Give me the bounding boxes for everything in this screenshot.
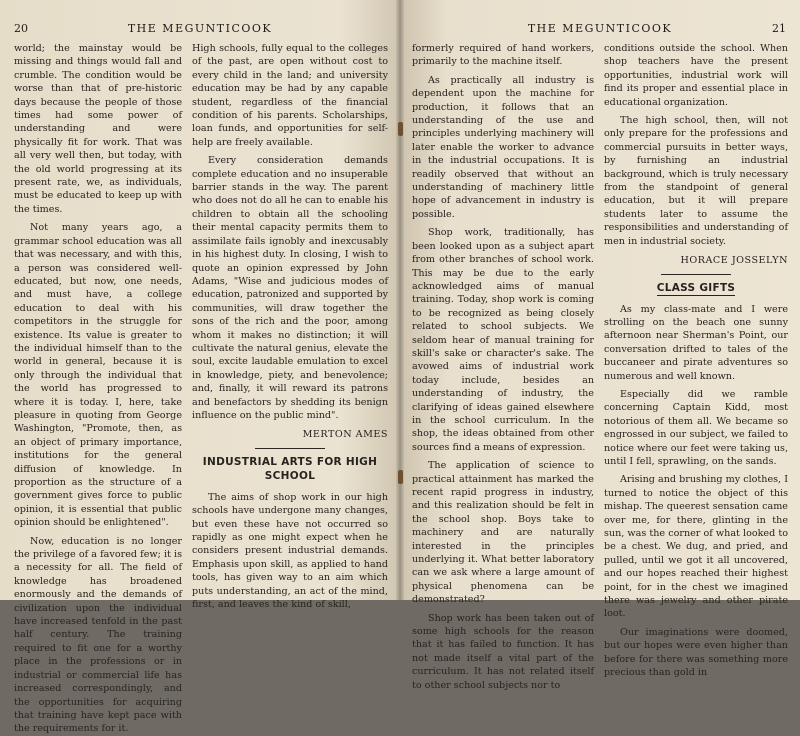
section-divider <box>661 274 731 275</box>
article-title <box>604 281 788 295</box>
paragraph: The application of science to practical attainment has marked the recent rapid progress in industry, and this realization should be felt in the school shop. Boys take to machinery and are naturally interested in the principles underlying it. What better laboratory can we ask where a large amount of physical phenomena can be demonstrated? <box>412 460 594 606</box>
paragraph: The high school, then, will not only prepare for the professions and commercial pursuits in better ways, by furnishing an industrial background, which is truly necessary from the standpoint of general education, but it will prepare students later to assume the responsibilities and understanding of men in industrial society. <box>604 115 788 247</box>
paragraph: The aims of shop work in our high schools have undergone many changes, but even these have not occurred so rapidly as one might expect when he considers present industrial demands. Emphasis upon skill, as applied to hand tools, has given way to an aim which puts understanding, an act of the mind, first, and leaves the kind of skill, <box>192 491 388 611</box>
paragraph: High schools, fully equal to the colleges of the past, are open without cost to every child in the land; and university education may be had by any capable student, regardless of the financial condition of his parents. Scholarships, loan funds, and opportunities for self-help are freely available. <box>192 43 388 148</box>
staple-hole <box>398 470 403 484</box>
right-page <box>400 0 800 691</box>
paragraph: Not many years ago, a grammar school education was all that was necessary, and with this, a person was considered well-educated, but now, one needs, and must have, a college education to deal with his competitors in the struggle for existence. Its value is greater to the individual himself than to the world in general, because it is only through the individual that the world has progressed to where it is today. I, here, take pleasure in quoting from George Washington, "Promote, then, as an object of primary importance, institutions for the general diffusion of knowledge. In proportion as the structure of a government gives force to public opinion, it is essential that public opinion should be enlightened". <box>14 222 182 529</box>
staple-hole <box>398 122 403 136</box>
paragraph: Now, education is no longer the privilege of a favored few; it is a necessity for all. The field of knowledge has broadened enormously and the demands of civilization upon the individual have increased tenfold in the past half century. The training required to fit one for a worthy place in the professions or in industrial or commercial life has increased correspondingly, and the opportunities for acquiring that training have kept pace with the requirements for it. <box>14 535 182 735</box>
left-column-2 <box>192 42 388 611</box>
left-column-1 <box>14 42 182 736</box>
section-divider <box>255 448 325 449</box>
paragraph: Every consideration demands complete education and no insuperable barrier stands in the way. The parent who does not do all he can to enable his children to obtain all the schooling their mental capacity permits them to assimilate fails ignobly and inexcusably in his highest duty. In closing, I wish to quote an opinion expressed by John Adams, "Wise and judicious modes of education, patronized and supported by communities, will draw together the sons of the rich and the poor, among whom it makes no distinction; it will cultivate the natural genius, elevate the soul, excite laudable emulation to excel in knowledge, piety, and benevolence; and, finally, it will reward its patrons and benefactors by shedding its benign influence on the public mind". <box>192 155 388 421</box>
author-signature: HORACE JOSSELYN <box>680 255 788 267</box>
paragraph: world; the mainstay would be missing and things would fall and crumble. The condition would be worse than that of pre-historic days because the people of those times had some power of understanding and were physically fit for work. That was all very well then, but today, with the old world progressing at its present rate, we, as individuals, must be educated to keep up with the times. <box>14 43 182 215</box>
paragraph: As my class-mate and I were strolling on the beach one sunny afternoon near Sherman's Point, our conversation drifted to tales of the buccaneer and pirate adventures so numerous and well known. <box>604 303 788 382</box>
article-title: INDUSTRIAL ARTS FOR HIGH SCHOOL <box>202 455 378 482</box>
book-gutter <box>396 0 404 600</box>
paragraph: Shop work, traditionally, has been looked upon as a subject apart from other branches of school work. This may be due to the early acknowledged aims of manual training. Today, shop work is coming to be recognized as being closely related to school subjects. We seldom hear of manual training for skill's sake or character's sake. The avowed aims of industrial work today include, besides an understanding of industry, the clarifying of ideas gained elsewhere in the school curriculum. In the shop, the ideas obtained from other sources find a means of expression. <box>412 227 594 453</box>
running-header: THE MEGUNTICOOK <box>527 22 673 35</box>
left-page <box>0 0 400 735</box>
paragraph: As practically all industry is dependent upon the machine for production, it follows that an understanding of the use and principles underlying machinery will later enable the worker to advance in the industrial occupations. It is readily observed that without an understanding of machinery little hope of advancement in industry is possible. <box>412 74 594 220</box>
article-title-text: CLASS GIFTS <box>656 281 736 294</box>
right-column-2 <box>604 42 788 679</box>
paragraph: Shop work has been taken out of some high schools for the reason that it has failed to function. It has not made itself a vital part of the curriculum. It has not related itself to other school subjects nor to <box>412 612 594 691</box>
right-column-1 <box>412 42 594 692</box>
running-header: THE MEGUNTICOOK <box>127 22 273 35</box>
page-number: 21 <box>772 22 786 35</box>
paragraph: formerly required of hand workers, primarily to the machine itself. <box>412 43 594 68</box>
page-number: 20 <box>14 22 28 35</box>
paragraph: Arising and brushing my clothes, I turned to notice the object of this mishap. The queerest sensation came over me, for there, glinting in the sun, was the corner of what looked to be a chest. We dug, and pried, and pulled, until we got it all uncovered, and our hopes reached their highest point, for in the chest we imagined there was jewelry and other pirate loot. <box>604 474 788 620</box>
paragraph: conditions outside the school. When shop teachers have the present opportunities, industrial work will find its proper and essential place in educational organization. <box>604 43 788 108</box>
author-signature: MERTON AMES <box>302 429 388 441</box>
paragraph: Especially did we ramble concerning Captain Kidd, most notorious of them all. We became so engrossed in our subject, we failed to notice where our feet were taking us, until I fell, sprawling, on the sands. <box>604 388 788 467</box>
paragraph: Our imaginations were doomed, but our hopes were even higher than before for there was something more precious than gold in <box>604 626 788 679</box>
